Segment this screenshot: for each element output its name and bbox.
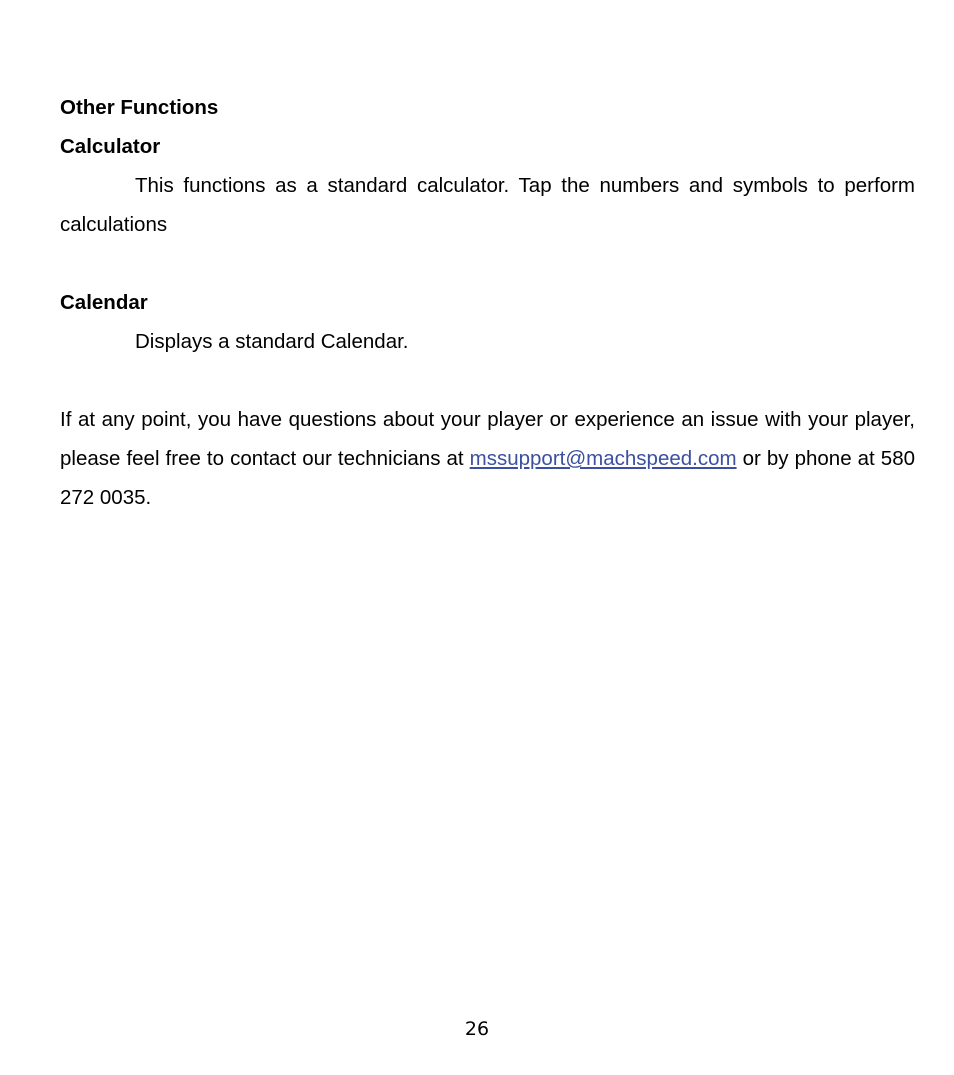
- spacer: [60, 361, 915, 400]
- document-page: [60, 88, 915, 517]
- spacer: [60, 244, 915, 283]
- support-text-after: or by phone at 580 272 0035.: [60, 447, 916, 509]
- support-text-before: If at any point, you have questions about your player or experience an issue with your player, please feel free to contact our technicians at: [60, 408, 915, 470]
- calendar-description: Displays a standard Calendar.: [135, 330, 409, 353]
- section-title: Other Functions: [60, 96, 219, 119]
- calendar-heading: Calendar: [60, 291, 148, 314]
- support-email-link[interactable]: mssupport@machspeed.com: [469, 447, 737, 470]
- support-paragraph: [60, 400, 915, 517]
- page-number: 26: [464, 1018, 490, 1040]
- calculator-description: This functions as a standard calculator. Tap the numbers and symbols to perform calculations: [60, 174, 915, 236]
- calculator-heading: Calculator: [60, 135, 161, 158]
